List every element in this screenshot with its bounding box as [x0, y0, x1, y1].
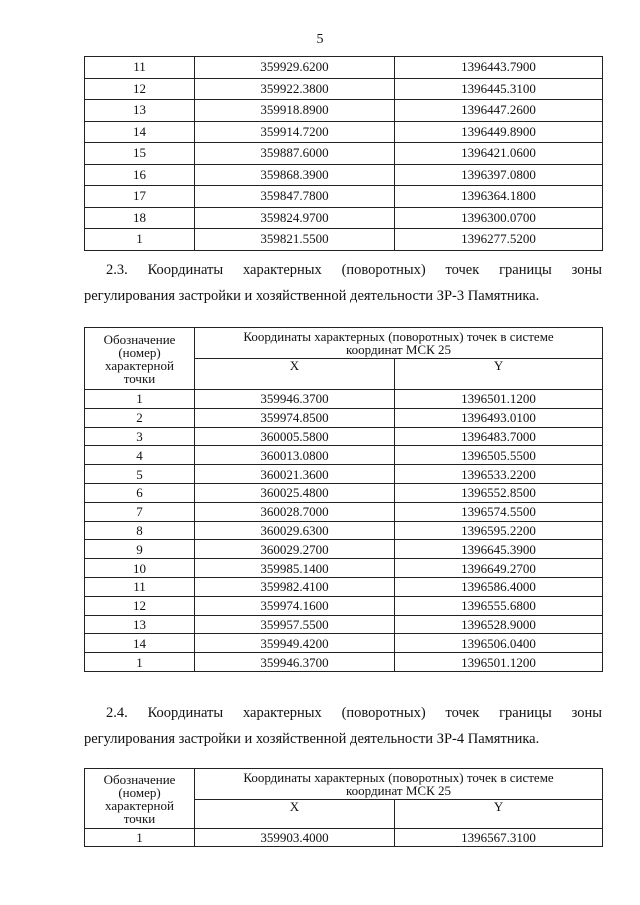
- section-2-3-line1: 2.3. Координаты характерных (поворотных) точек границы зоны: [106, 262, 602, 278]
- cell-y: 1396552.8500: [395, 483, 603, 502]
- table-row: [85, 143, 603, 165]
- table-row: [85, 502, 603, 521]
- cell-x: 360005.5800: [195, 427, 395, 446]
- table-row: [85, 577, 603, 596]
- section-2-4-text: [84, 700, 602, 752]
- header-y: Y: [395, 359, 603, 390]
- cell-point-number: 9: [85, 540, 195, 559]
- cell-x: 359868.3900: [195, 164, 395, 186]
- table-row: [85, 829, 603, 847]
- header-y: Y: [395, 800, 603, 829]
- cell-x: 360029.2700: [195, 540, 395, 559]
- table-row: [85, 57, 603, 79]
- cell-point-number: 1: [85, 829, 195, 847]
- cell-y: 1396505.5500: [395, 446, 603, 465]
- section-2-4-line1: 2.4. Координаты характерных (поворотных) точек границы зоны: [106, 705, 602, 721]
- cell-point-number: 6: [85, 483, 195, 502]
- cell-point-number: 11: [85, 57, 195, 79]
- cell-point-number: 1: [85, 229, 195, 251]
- cell-point-number: 4: [85, 446, 195, 465]
- cell-y: 1396501.1200: [395, 390, 603, 409]
- table-row: [85, 164, 603, 186]
- page-number: 5: [316, 32, 324, 47]
- table-row: [85, 483, 603, 502]
- table-row: [85, 100, 603, 122]
- table-row: [85, 521, 603, 540]
- table-row: [85, 78, 603, 100]
- cell-x: 359985.1400: [195, 559, 395, 578]
- table-row: [85, 465, 603, 484]
- cell-x: 360021.3600: [195, 465, 395, 484]
- cell-x: 359847.7800: [195, 186, 395, 208]
- cell-y: 1396421.0600: [395, 143, 603, 165]
- cell-y: 1396445.3100: [395, 78, 603, 100]
- table-row: [85, 207, 603, 229]
- table-body: [85, 390, 603, 672]
- cell-x: 359957.5500: [195, 615, 395, 634]
- cell-y: 1396493.0100: [395, 408, 603, 427]
- table-body: [85, 57, 603, 251]
- cell-y: 1396447.2600: [395, 100, 603, 122]
- header-x: X: [195, 359, 395, 390]
- cell-x: 360029.6300: [195, 521, 395, 540]
- cell-x: 359821.5500: [195, 229, 395, 251]
- cell-y: 1396449.8900: [395, 121, 603, 143]
- cell-x: 359914.7200: [195, 121, 395, 143]
- cell-point-number: 17: [85, 186, 195, 208]
- cell-y: 1396443.7900: [395, 57, 603, 79]
- cell-y: 1396649.2700: [395, 559, 603, 578]
- table-row: [85, 615, 603, 634]
- cell-y: 1396645.3900: [395, 540, 603, 559]
- cell-y: 1396277.5200: [395, 229, 603, 251]
- cell-y: 1396574.5500: [395, 502, 603, 521]
- coordinates-table-zr4: [84, 768, 603, 847]
- cell-point-number: 1: [85, 390, 195, 409]
- table-row: [85, 559, 603, 578]
- table-row: [85, 186, 603, 208]
- cell-x: 360028.7000: [195, 502, 395, 521]
- cell-point-number: 14: [85, 634, 195, 653]
- header-coordinates-system: Координаты характерных (поворотных) точек в системе координат МСК 25: [195, 769, 603, 800]
- table-row: [85, 653, 603, 672]
- table-row: [85, 540, 603, 559]
- cell-point-number: 8: [85, 521, 195, 540]
- table-row: [85, 446, 603, 465]
- cell-y: 1396586.4000: [395, 577, 603, 596]
- cell-y: 1396533.2200: [395, 465, 603, 484]
- cell-x: 359887.6000: [195, 143, 395, 165]
- table-row: [85, 634, 603, 653]
- coordinates-table-continued: [84, 56, 603, 251]
- cell-point-number: 15: [85, 143, 195, 165]
- cell-y: 1396555.6800: [395, 596, 603, 615]
- cell-x: 359946.3700: [195, 653, 395, 672]
- cell-point-number: 3: [85, 427, 195, 446]
- cell-point-number: 11: [85, 577, 195, 596]
- cell-point-number: 12: [85, 78, 195, 100]
- cell-y: 1396364.1800: [395, 186, 603, 208]
- cell-y: 1396483.7000: [395, 427, 603, 446]
- cell-point-number: 7: [85, 502, 195, 521]
- cell-point-number: 1: [85, 653, 195, 672]
- cell-y: 1396506.0400: [395, 634, 603, 653]
- cell-x: 359929.6200: [195, 57, 395, 79]
- table-row: [85, 408, 603, 427]
- section-2-3-line2: регулирования застройки и хозяйственной деятельности ЗР-3 Памятника.: [84, 288, 540, 304]
- header-point-designation: Обозначение (номер) характерной точки: [85, 328, 195, 390]
- cell-point-number: 13: [85, 615, 195, 634]
- cell-x: 360025.4800: [195, 483, 395, 502]
- cell-point-number: 2: [85, 408, 195, 427]
- cell-point-number: 18: [85, 207, 195, 229]
- cell-x: 360013.0800: [195, 446, 395, 465]
- header-point-designation: Обозначение (номер) характерной точки: [85, 769, 195, 829]
- cell-x: 359949.4200: [195, 634, 395, 653]
- cell-point-number: 12: [85, 596, 195, 615]
- section-2-3-text: [84, 257, 602, 309]
- section-2-4-line2: регулирования застройки и хозяйственной деятельности ЗР-4 Памятника.: [84, 731, 540, 747]
- cell-x: 359946.3700: [195, 390, 395, 409]
- cell-x: 359824.9700: [195, 207, 395, 229]
- table-row: [85, 229, 603, 251]
- cell-x: 359922.3800: [195, 78, 395, 100]
- cell-y: 1396528.9000: [395, 615, 603, 634]
- cell-point-number: 10: [85, 559, 195, 578]
- cell-point-number: 16: [85, 164, 195, 186]
- cell-point-number: 5: [85, 465, 195, 484]
- cell-x: 359918.8900: [195, 100, 395, 122]
- table-row: [85, 390, 603, 409]
- table-body: [85, 829, 603, 847]
- cell-point-number: 13: [85, 100, 195, 122]
- cell-y: 1396567.3100: [395, 829, 603, 847]
- header-x: X: [195, 800, 395, 829]
- cell-y: 1396501.1200: [395, 653, 603, 672]
- header-coordinates-system: Координаты характерных (поворотных) точек в системе координат МСК 25: [195, 328, 603, 359]
- cell-y: 1396595.2200: [395, 521, 603, 540]
- cell-y: 1396300.0700: [395, 207, 603, 229]
- cell-x: 359982.4100: [195, 577, 395, 596]
- cell-y: 1396397.0800: [395, 164, 603, 186]
- cell-point-number: 14: [85, 121, 195, 143]
- table-row: [85, 121, 603, 143]
- table-row: [85, 596, 603, 615]
- coordinates-table-zr3: [84, 327, 603, 672]
- cell-x: 359903.4000: [195, 829, 395, 847]
- table-row: [85, 427, 603, 446]
- cell-x: 359974.1600: [195, 596, 395, 615]
- cell-x: 359974.8500: [195, 408, 395, 427]
